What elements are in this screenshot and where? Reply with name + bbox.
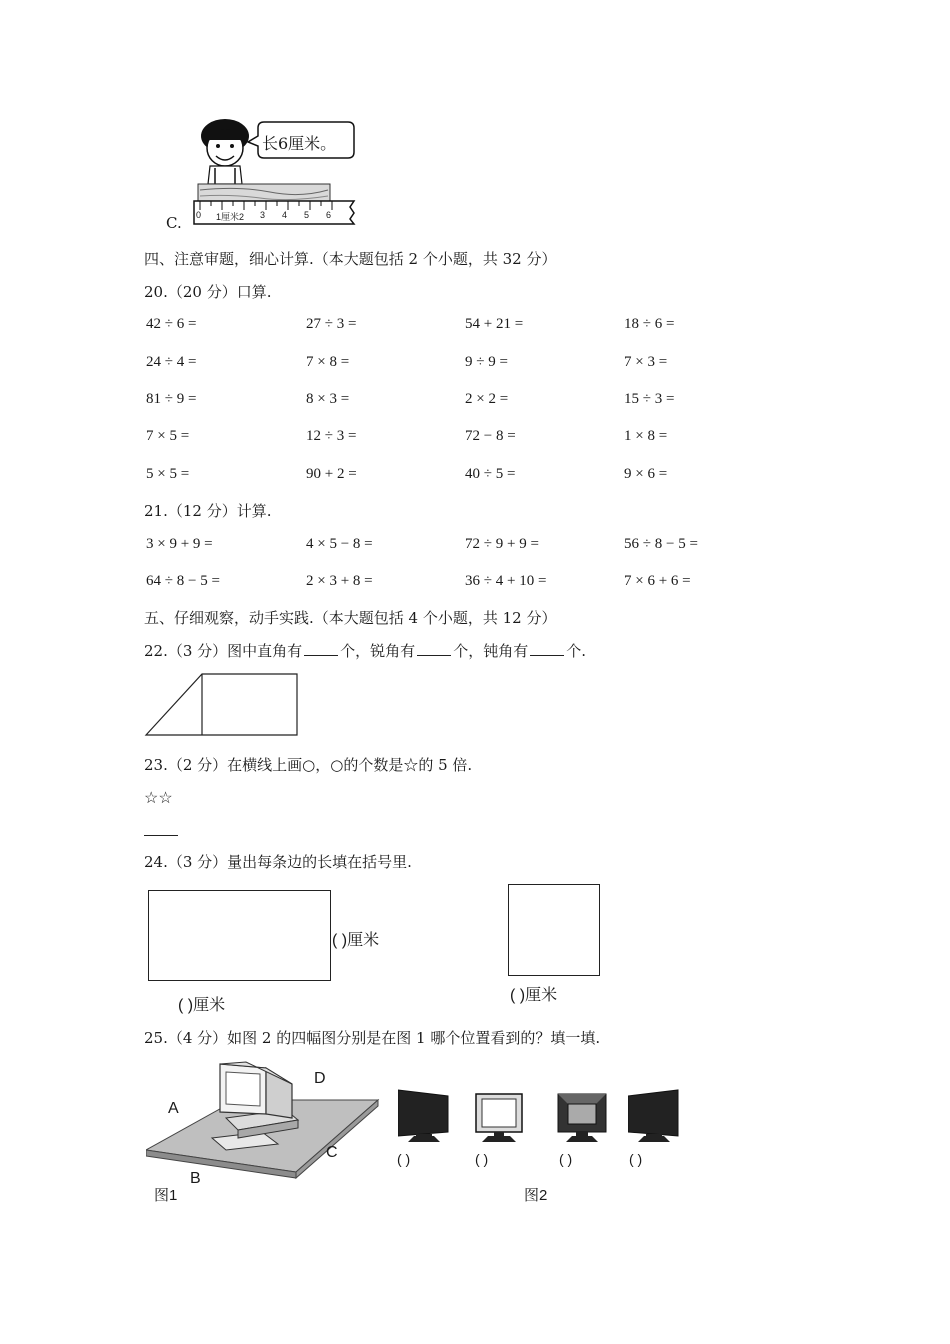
q22-part2: 个，锐角有	[340, 642, 416, 660]
q24-square	[508, 884, 600, 976]
calc-item: 72 ÷ 9 + 9 =	[465, 536, 539, 552]
view-side-left	[398, 1088, 450, 1142]
ruler-tick-0: 0	[196, 210, 202, 220]
calc-item: 72 − 8 =	[465, 428, 516, 444]
view-answer-3[interactable]: ( )	[559, 1151, 573, 1167]
calc-item: 2 × 3 + 8 =	[306, 573, 373, 589]
ruler-tick-4: 4	[282, 210, 288, 220]
calc-item: 42 ÷ 6 =	[146, 316, 197, 332]
calc-item: 40 ÷ 5 =	[465, 466, 516, 482]
view-side-right	[628, 1088, 680, 1142]
calc-item: 1 × 8 =	[624, 428, 668, 444]
calc-item: 9 ÷ 9 =	[465, 354, 508, 370]
calc-item: 4 × 5 − 8 =	[306, 536, 373, 552]
q20-title: 20.（20 分）口算.	[144, 283, 272, 301]
view-front	[474, 1092, 524, 1144]
answer-blank[interactable]	[417, 641, 451, 656]
q24-title: 24.（3 分）量出每条边的长填在括号里.	[144, 853, 412, 871]
view-answer-1[interactable]: ( )	[397, 1151, 411, 1167]
ruler-tick-2: 1厘米2	[216, 212, 245, 222]
q22-part1: 22.（3 分）图中直角有	[144, 642, 303, 660]
figure-2-label: 图2	[524, 1187, 548, 1204]
answer-blank[interactable]	[304, 641, 338, 656]
ruler-tick-5: 5	[304, 210, 310, 220]
q22-text	[144, 640, 586, 661]
calc-item: 54 + 21 =	[465, 316, 524, 332]
view-back	[556, 1092, 608, 1144]
section-4-title: 四、注意审题，细心计算.（本大题包括 2 个小题，共 32 分）	[144, 250, 557, 268]
calc-item: 7 × 5 =	[146, 428, 190, 444]
option-c-label: C.	[166, 214, 182, 232]
q22-part3: 个，钝角有	[453, 642, 529, 660]
calc-item: 12 ÷ 3 =	[306, 428, 357, 444]
calc-item: 7 × 3 =	[624, 354, 668, 370]
calc-item: 36 ÷ 4 + 10 =	[465, 573, 547, 589]
position-a: A	[168, 1100, 179, 1117]
calc-item: 81 ÷ 9 =	[146, 391, 197, 407]
calc-item: 5 × 5 =	[146, 466, 190, 482]
q23-stars: ☆☆	[144, 788, 173, 807]
calc-item: 18 ÷ 6 =	[624, 316, 675, 332]
calc-item: 8 × 3 =	[306, 391, 350, 407]
figure-1-label: 图1	[154, 1187, 178, 1204]
answer-blank[interactable]	[530, 641, 564, 656]
q24-rectangle	[148, 890, 331, 981]
q23-answer-line[interactable]	[144, 835, 178, 836]
position-d: D	[314, 1070, 326, 1087]
q24-label-bottom: ( )厘米	[178, 997, 226, 1014]
q23-title: 23.（2 分）在横线上画○，○的个数是☆的 5 倍.	[144, 756, 473, 774]
q21-title: 21.（12 分）计算.	[144, 502, 272, 520]
calc-item: 27 ÷ 3 =	[306, 316, 357, 332]
position-b: B	[190, 1170, 201, 1187]
view-answer-2[interactable]: ( )	[475, 1151, 489, 1167]
calc-item: 90 + 2 =	[306, 466, 357, 482]
q25-title: 25.（4 分）如图 2 的四幅图分别是在图 1 哪个位置看到的？填一填.	[144, 1029, 601, 1047]
figure-1-computer-desk	[146, 1060, 380, 1184]
calc-item: 2 × 2 =	[465, 391, 509, 407]
position-c: C	[326, 1144, 338, 1161]
calc-item: 9 × 6 =	[624, 466, 668, 482]
q22-part4: 个.	[566, 642, 586, 660]
ruler-tick-6: 6	[326, 210, 332, 220]
q24-label-right: ( )厘米	[332, 932, 380, 949]
ruler-tick-3: 3	[260, 210, 266, 220]
calc-item: 56 ÷ 8 − 5 =	[624, 536, 698, 552]
view-answer-4[interactable]: ( )	[629, 1151, 643, 1167]
calc-item: 15 ÷ 3 =	[624, 391, 675, 407]
q24-label-square: ( )厘米	[510, 987, 558, 1004]
calc-item: 7 × 8 =	[306, 354, 350, 370]
calc-item: 7 × 6 + 6 =	[624, 573, 691, 589]
calc-item: 3 × 9 + 9 =	[146, 536, 213, 552]
calc-item: 24 ÷ 4 =	[146, 354, 197, 370]
speech-text: 长6厘米。	[262, 134, 337, 153]
section-5-title: 五、仔细观察，动手实践.（本大题包括 4 个小题，共 12 分）	[144, 609, 557, 627]
calc-item: 64 ÷ 8 − 5 =	[146, 573, 220, 589]
q22-figure	[144, 672, 300, 738]
